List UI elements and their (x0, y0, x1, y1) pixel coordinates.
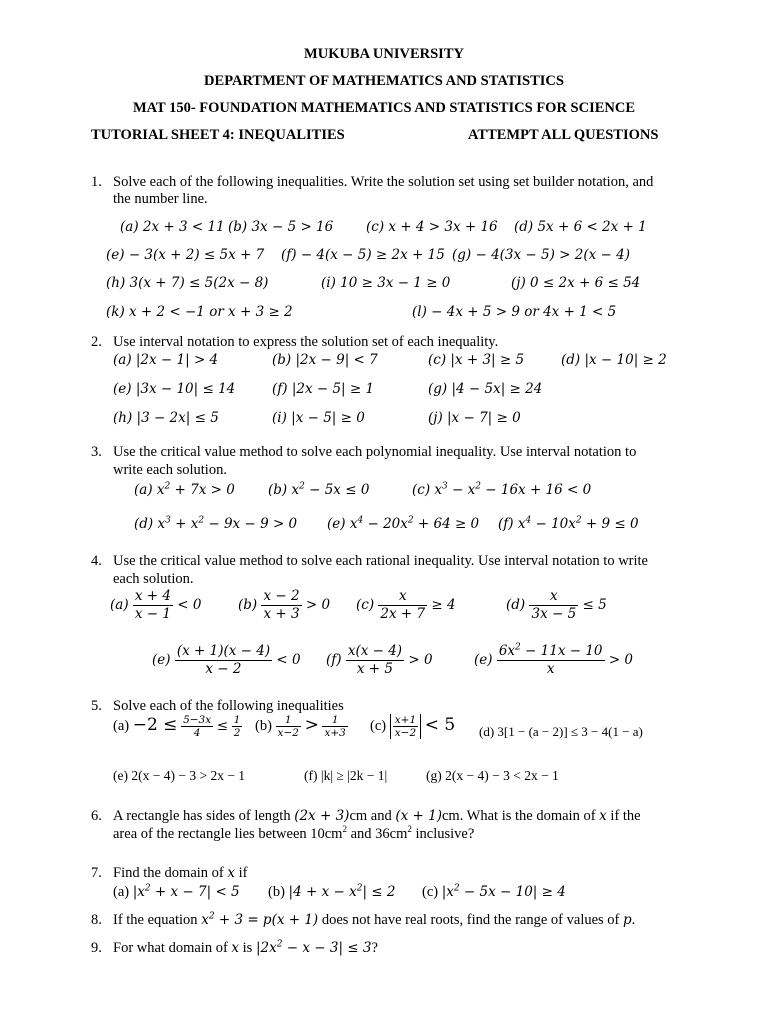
question-text: each solution. (113, 571, 194, 587)
item-2j: (j) |x − 7| ≥ 0 (428, 410, 521, 426)
item-1e: (e) − 3(x + 2) ≤ 5x + 7 (106, 247, 265, 263)
item-1f: (f) − 4(x − 5) ≥ 2x + 15 (281, 247, 445, 263)
question-text: area of the rectangle lies between $10cm^2$ and $36cm^2$ inclusive? (113, 824, 475, 842)
fraction: $\frac{(x + 1)(x - 4)}{x - 2}$ (176, 643, 271, 677)
question-text: Use the critical value method to solve each rational inequality. Use interval notation to write (113, 553, 648, 569)
question-number: 3. (91, 444, 102, 460)
question-number: 1. (91, 174, 102, 190)
item-7a: (a) $|x^2 + x - 7| < 5$ (113, 883, 240, 900)
item-7c: (c) $|x^2 - 5x - 10| \ge 4$ (422, 883, 566, 900)
item-1j: (j) 0 ≤ 2x + 6 ≤ 54 (511, 275, 641, 291)
question-text: Solve each of the following inequalities (113, 698, 344, 714)
course-title: MAT 150- FOUNDATION MATHEMATICS AND STATISTICS FOR SCIENCE (132, 100, 636, 116)
item-4d: (d) $\frac{x}{3x - 5}$ ≤ 5 (506, 588, 607, 622)
fraction: $\frac{x+1}{x-2}$ (394, 714, 417, 739)
question-number: 6. (91, 808, 102, 824)
item-4e: (e) $\frac{(x + 1)(x - 4)}{x - 2}$ < 0 (152, 643, 301, 677)
question-text: Use the critical value method to solve each polynomial inequality. Use interval notation to (113, 444, 637, 460)
item-3c: (c) $x^3 - x^2 - 16x + 16 < 0$ (412, 481, 592, 498)
item-4f: (f) $\frac{x(x - 4)}{x + 5}$ > 0 (326, 643, 433, 677)
item-1d: (d) 5x + 6 < 2x + 1 (514, 219, 647, 235)
fraction: $\frac{1}{2}$ (233, 714, 241, 739)
absolute-value (390, 714, 421, 739)
fraction: $\frac{5-3x}{4}$ (183, 714, 212, 739)
item-5g: (g) 2(x − 4) − 3 < 2x − 1 (426, 768, 559, 783)
fraction: $\frac{x + 4}{x - 1}$ (134, 588, 171, 622)
item-2h: (h) |3 − 2x| ≤ 5 (113, 410, 219, 426)
question-text: A rectangle has sides of length (2x + 3)cm and (x + 1)cm. What is the domain of x if the (113, 808, 641, 824)
item-5c: (c) $\frac{x+1}{x-2}$ < 5 (370, 714, 456, 739)
item-1k: (k) x + 2 < −1 or x + 3 ≥ 2 (106, 304, 293, 320)
question-text: Solve each of the following inequalities. Write the solution set using set builder notation, and (113, 174, 654, 190)
question-text: write each solution. (113, 462, 227, 478)
item-1h: (h) 3(x + 7) ≤ 5(2x − 8) (106, 275, 269, 291)
item-1l: (l) − 4x + 5 > 9 or 4x + 1 < 5 (412, 304, 617, 320)
item-3d: (d) $x^3 + x^2 - 9x - 9 > 0$ (134, 515, 298, 532)
item-5d: (d) 3[1 − (a − 2)] ≤ 3 − 4(1 − a) (479, 724, 643, 739)
question-text: the number line. (113, 191, 208, 207)
item-1b: (b) 3x − 5 > 16 (228, 219, 334, 235)
item-7b: (b) $|4 + x - x^2| \le 2$ (268, 883, 396, 900)
item-2i: (i) |x − 5| ≥ 0 (272, 410, 365, 426)
question-text: Find the domain of x if (113, 865, 248, 881)
item-2d: (d) |x − 10| ≥ 2 (561, 352, 667, 368)
item-3b: (b) $x^2 - 5x \le 0$ (268, 481, 370, 498)
question-number: 7. (91, 865, 102, 881)
item-2e: (e) |3x − 10| ≤ 14 (113, 381, 236, 397)
fraction: $\frac{x(x - 4)}{x + 5}$ (347, 643, 403, 677)
question-text: For what domain of x is $|2x^2 - x - 3| \le 3$? (113, 939, 378, 956)
question-text: If the equation $x^2 + 3 = p(x + 1)$ does not have real roots, find the range of values of p. (113, 911, 636, 928)
fraction: $\frac{x}{3x - 5}$ (531, 588, 577, 622)
fraction: $\frac{1}{x+3}$ (324, 714, 346, 739)
fraction: $\frac{x - 2}{x + 3}$ (263, 588, 300, 622)
item-2c: (c) |x + 3| ≥ 5 (428, 352, 525, 368)
item-5f: (f) |k| ≥ |2k − 1| (304, 768, 388, 783)
question-number: 2. (91, 334, 102, 350)
item-1c: (c) x + 4 > 3x + 16 (366, 219, 498, 235)
item-3a: (a) $x^2 + 7x > 0$ (134, 481, 235, 498)
question-number: 5. (91, 698, 102, 714)
item-2b: (b) |2x − 9| < 7 (272, 352, 378, 368)
item-4c: (c) $\frac{x}{2x + 7}$ ≥ 4 (356, 588, 456, 622)
fraction: $\frac{6x^2 - 11x - 10}{x}$ (498, 642, 603, 677)
item-4b: (b) $\frac{x - 2}{x + 3}$ > 0 (238, 588, 331, 622)
item-4a: (a) $\frac{x + 4}{x - 1}$ < 0 (110, 588, 202, 622)
university-title: MUKUBA UNIVERSITY (304, 46, 464, 62)
item-5e: (e) 2(x − 4) − 3 > 2x − 1 (113, 768, 246, 783)
item-5b: (b) $\frac{1}{x-2}$ > $\frac{1}{x+3}$ (255, 714, 346, 739)
question-number: 9. (91, 940, 102, 956)
instruction-text: ATTEMPT ALL QUESTIONS (468, 127, 659, 143)
item-3e: (e) $x^4 - 20x^2 + 64 \ge 0$ (327, 515, 480, 532)
item-2a: (a) |2x − 1| > 4 (113, 352, 219, 368)
item-1a: (a) 2x + 3 < 11 (120, 219, 225, 235)
item-4g: (e) $\frac{6x^2 - 11x - 10}{x}$ > 0 (474, 642, 634, 677)
item-2f: (f) |2x − 5| ≥ 1 (272, 381, 375, 397)
sheet-title: TUTORIAL SHEET 4: INEQUALITIES (91, 127, 345, 143)
question-text: Use interval notation to express the solution set of each inequality. (113, 334, 499, 350)
item-5a: (a) −2 ≤ $\frac{5-3x}{4}$ ≤ $\frac{1}{2}$ (113, 714, 241, 739)
fraction: $\frac{1}{x-2}$ (277, 714, 299, 739)
item-2g: (g) |4 − 5x| ≥ 24 (428, 381, 543, 397)
item-1i: (i) 10 ≥ 3x − 1 ≥ 0 (321, 275, 451, 291)
question-number: 8. (91, 912, 102, 928)
item-1g: (g) − 4(3x − 5) > 2(x − 4) (452, 247, 630, 263)
question-number: 4. (91, 553, 102, 569)
item-3f: (f) $x^4 - 10x^2 + 9 \le 0$ (498, 515, 639, 532)
fraction: $\frac{x}{2x + 7}$ (380, 588, 426, 622)
department-title: DEPARTMENT OF MATHEMATICS AND STATISTICS (204, 73, 564, 89)
